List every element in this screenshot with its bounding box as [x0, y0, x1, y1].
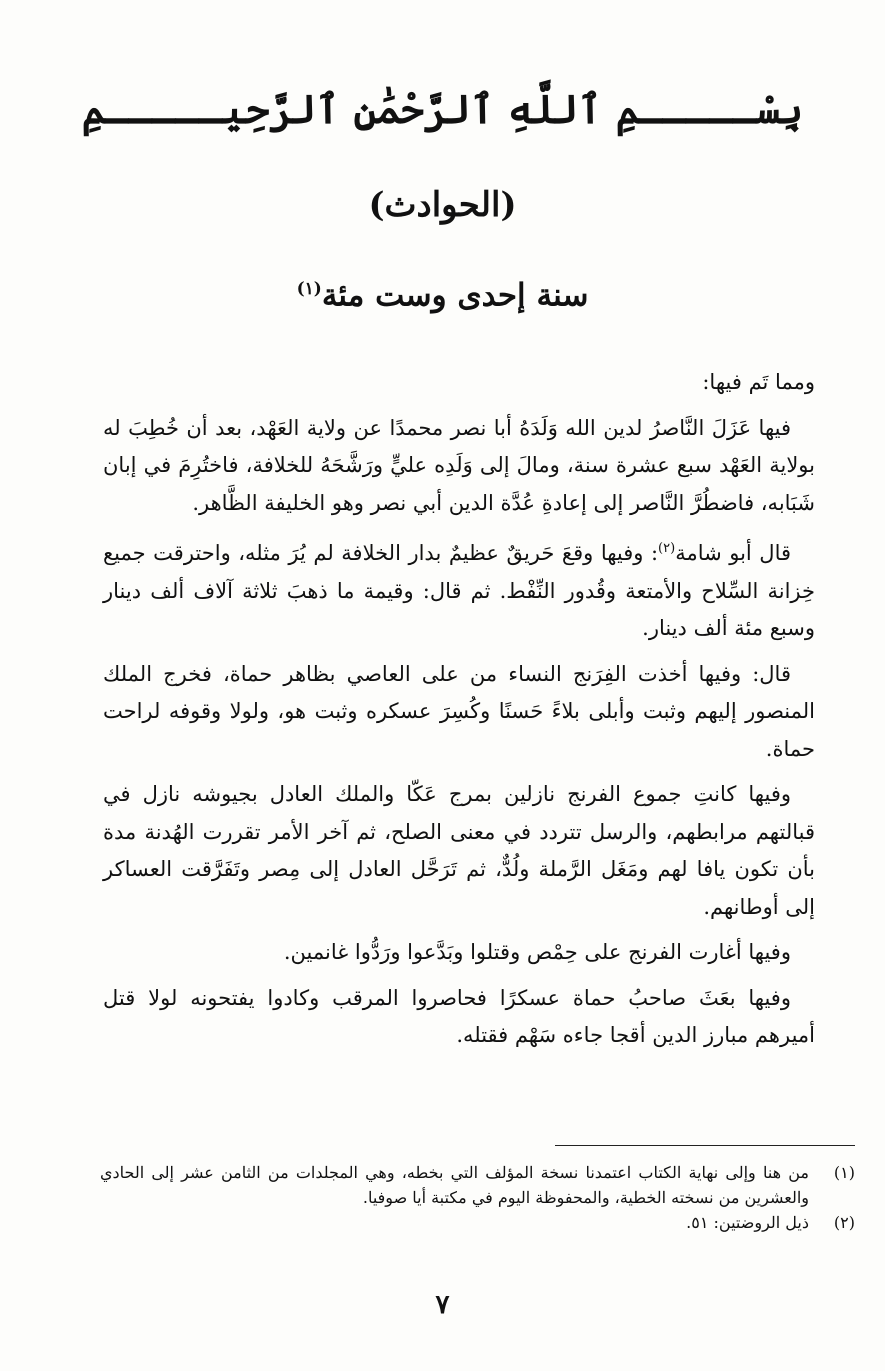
footnote-number: (٢) — [833, 1213, 855, 1232]
paragraph: ومما تَم فيها: — [702, 370, 815, 394]
year-title-text: سنة إحدى وست مئة — [321, 277, 589, 314]
footnote-text: من هنا وإلى نهاية الكتاب اعتمدنا نسخة المؤلف التي بخطه، وهي المجلدات من الثامن عشر إلى الحادي والعشرين من نسخته الخطية، والمحفوظة اليوم في مكتبة أيا صوفيا. — [100, 1163, 809, 1207]
paragraph-text: قال أبو شامة — [675, 541, 792, 565]
page-number: ٧ — [435, 1290, 450, 1320]
year-title — [0, 264, 885, 320]
footnote-text: ذيل الروضتين: ٥١. — [686, 1213, 809, 1232]
paragraph: فيها عَزَلَ النَّاصرُ لدين الله وَلَدَهُ أبا نصر محمدًا عن ولاية العَهْد، بعد أن خُطِبَ له بولاية العَهْد سبع عشرة سنة، ومالَ إلى وَلَدِه عليٍّ ورَشَّحَهُ للخلافة، فاختُرِمَ في إبان شَبَابه، فاضطُرَّ النَّاصر إلى إعادةِ عُدَّة الدين أبي نصر وهو الخليفة الظَّاهر. — [103, 415, 815, 515]
footnote-divider — [555, 1145, 855, 1146]
footnote-ref-2: (٢) — [658, 541, 676, 556]
paragraph — [103, 530, 815, 648]
footnotes — [100, 1160, 855, 1235]
footnote-number: (١) — [833, 1163, 855, 1182]
footnote — [100, 1210, 855, 1235]
section-title: (الحوادث) — [368, 185, 517, 225]
paragraph: وفيها بعَثَ صاحبُ حماة عسكرًا فحاصروا المرقب وكادوا يفتحونه لولا قتل أميرهم مبارز الدين أقجا جاءه سَهْم فقتله. — [103, 985, 815, 1047]
main-text — [103, 364, 815, 1063]
paragraph-text: : وفيها وقعَ حَريقٌ عظيمٌ بدار الخلافة لم يُرَ مثله، واحترقت جميع خِزانة السِّلاح والأمتعة وقُدور النِّفْط. ثم قال: وقيمة ما ذهبَ ثلاثة آلاف ألف دينار وسبع مئة ألف دينار. — [103, 541, 815, 640]
paragraph: وفيها أغارت الفرنج على حِمْص وقتلوا وبَدَّعوا ورَدُّوا غانمين. — [283, 940, 791, 964]
footnote — [100, 1160, 855, 1210]
footnote-ref-1: (١) — [296, 279, 322, 299]
paragraph: وفيها كانتِ جموع الفرنج نازلين بمرج عَكّا والملك العادل بجيوشه نازل في قبالتهم مرابطهم، والرسل تتردد في معنى الصلح، ثم آخر الأمر تقررت الهُدنة مدة بأن تكون يافا لهم ومَغَل الرَّملة ولُدٌّ، ثم تَرَحَّل العادل إلى مِصر وتَفَرَّقت العساكر إلى أوطانهم. — [103, 782, 815, 919]
paragraph: قال: وفيها أخذت الفِرَنج النساء من على العاصي بظاهر حماة، فخرج الملك المنصور إليهم وثبت وأبلى بلاءً حَسنًا وكُسِرَ عسكره وثبت هو، ولولا وقوفه لراحت حماة. — [103, 661, 815, 761]
basmala-heading: بِسْـــــمِ ٱللَّهِ ٱلرَّحْمَٰنِ ٱلرَّحِيـــــمِ — [81, 86, 804, 133]
